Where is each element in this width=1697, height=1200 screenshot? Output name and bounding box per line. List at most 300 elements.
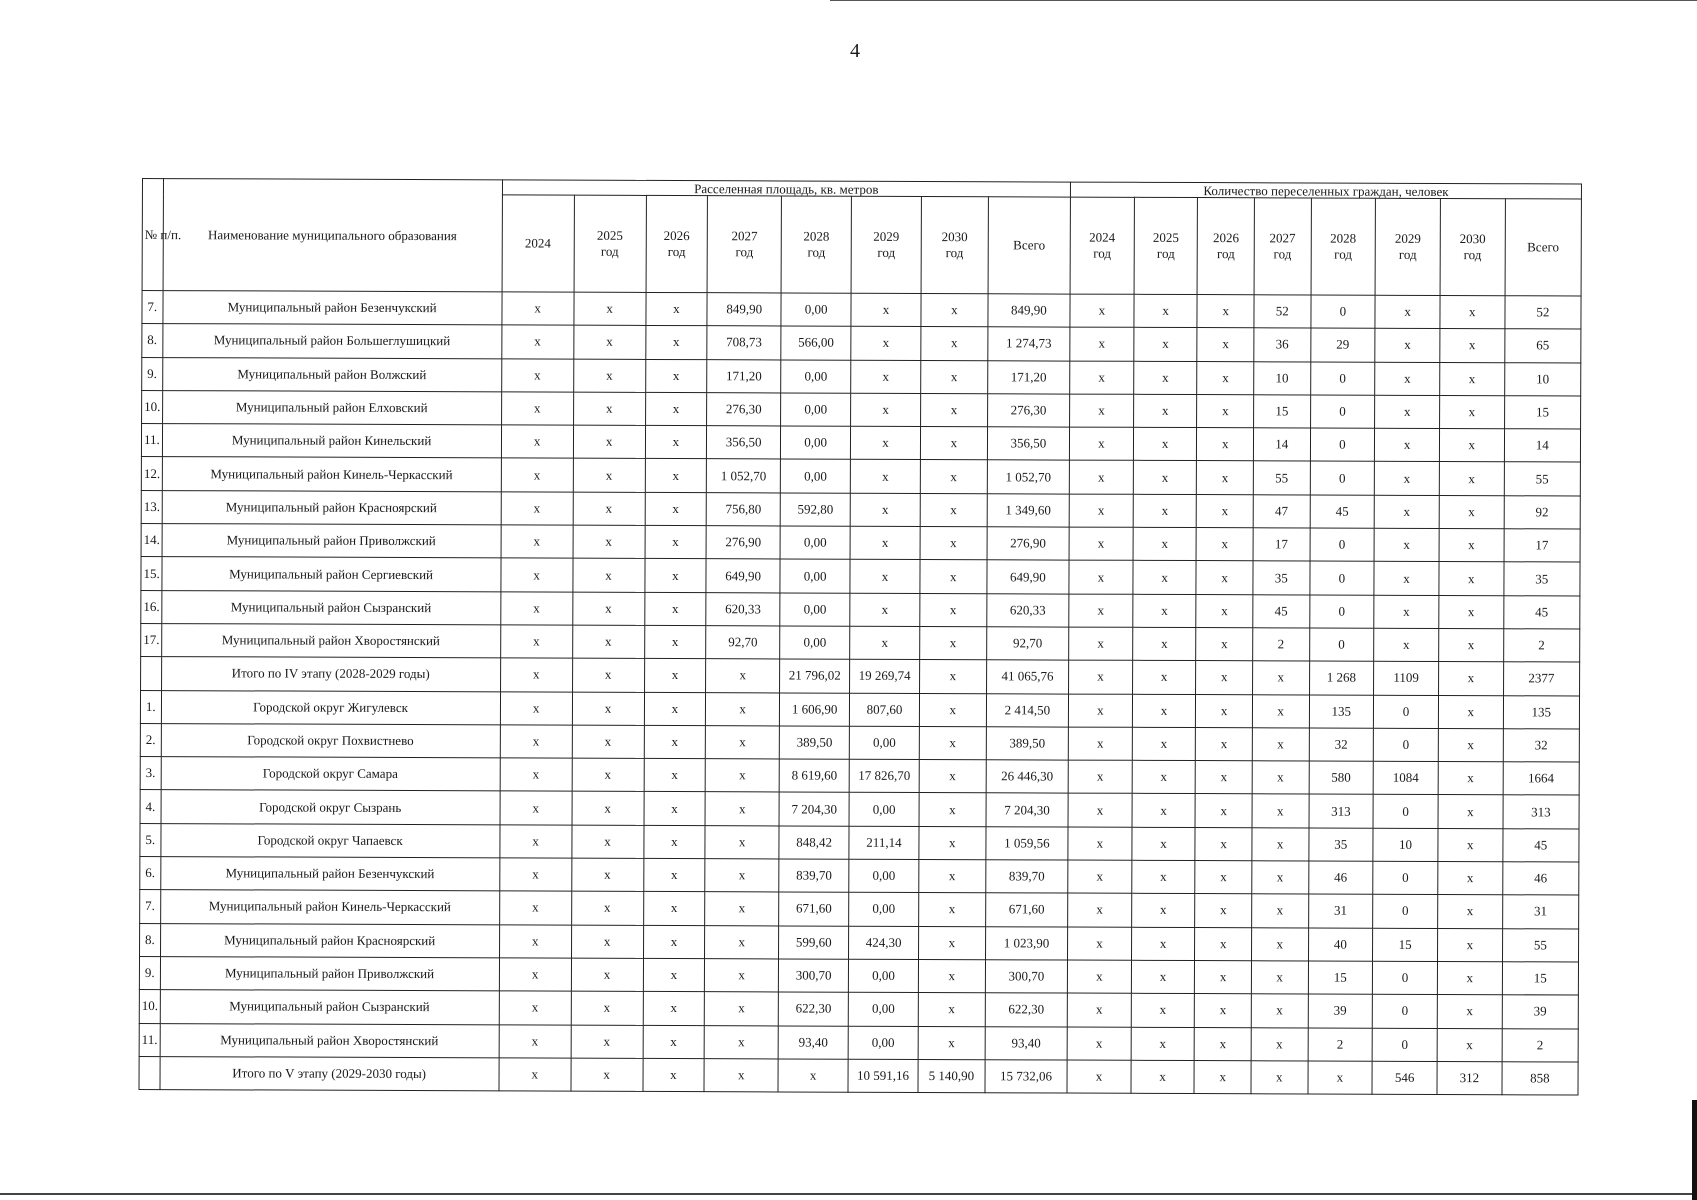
area-cell: 0,00 xyxy=(848,959,918,993)
area-cell: x xyxy=(573,392,645,426)
header-people-year xyxy=(1505,199,1582,296)
people-cell: 15 xyxy=(1254,395,1311,429)
people-cell: x xyxy=(1375,329,1440,363)
people-cell: x xyxy=(1252,694,1309,728)
municipality-name: Муниципальный район Кинель-Черкасский xyxy=(160,890,499,925)
area-cell: x xyxy=(571,991,643,1025)
table-row xyxy=(141,590,1580,629)
area-cell: x xyxy=(501,458,573,492)
table-row xyxy=(140,923,1579,962)
people-cell: x xyxy=(1132,760,1196,794)
area-cell: x xyxy=(499,1024,571,1058)
area-cell: 356,50 xyxy=(707,426,781,460)
people-cell: 15 xyxy=(1373,928,1438,962)
people-cell: x xyxy=(1197,528,1254,562)
people-cell: x xyxy=(1251,961,1308,995)
people-cell: x xyxy=(1195,927,1252,961)
people-cell: x xyxy=(1374,628,1439,662)
area-cell: 807,60 xyxy=(849,693,919,727)
row-number: 8. xyxy=(140,923,161,956)
people-cell: x xyxy=(1133,594,1197,628)
area-cell: 276,30 xyxy=(987,394,1069,428)
people-cell: x xyxy=(1438,795,1503,829)
row-number: 15. xyxy=(141,557,162,590)
people-cell: x xyxy=(1252,861,1309,895)
municipality-name: Городской округ Чапаевск xyxy=(160,823,499,858)
people-cell: 55 xyxy=(1502,928,1578,962)
area-cell: x xyxy=(500,625,572,659)
people-cell: 46 xyxy=(1308,861,1373,895)
area-cell: 7 204,30 xyxy=(779,792,849,826)
header-people-year-label: 2028 год xyxy=(1330,230,1357,262)
area-cell: x xyxy=(573,492,645,526)
header-area-year-label: 2024 xyxy=(524,235,551,251)
area-cell: x xyxy=(645,426,707,460)
people-cell: x xyxy=(1067,1060,1131,1094)
area-cell: x xyxy=(706,659,780,693)
people-cell: 0 xyxy=(1373,795,1438,829)
area-cell: x xyxy=(500,825,572,859)
municipality-name: Муниципальный район Безенчукский xyxy=(162,291,501,326)
area-cell: 1 023,90 xyxy=(985,926,1067,960)
table-row xyxy=(141,524,1580,563)
header-people-year-label: 2027 год xyxy=(1269,230,1296,262)
area-cell: 1 349,60 xyxy=(987,494,1069,528)
area-cell: x xyxy=(919,760,986,794)
area-cell: x xyxy=(920,560,987,594)
people-cell: 312 xyxy=(1437,1061,1502,1095)
table-row xyxy=(140,790,1579,829)
area-cell: x xyxy=(573,459,645,493)
area-cell: x xyxy=(919,826,986,860)
area-cell: 171,20 xyxy=(987,360,1069,394)
area-cell: x xyxy=(778,1059,848,1093)
people-cell: 1 268 xyxy=(1309,661,1374,695)
area-cell: x xyxy=(918,993,985,1027)
area-cell: x xyxy=(851,393,921,427)
municipality-name: Городской округ Сызрань xyxy=(161,790,500,825)
area-cell: x xyxy=(501,325,573,359)
row-number xyxy=(139,1056,160,1089)
row-number: 11. xyxy=(141,424,162,457)
header-people-year-label: 2029 год xyxy=(1394,230,1421,262)
area-cell: 93,40 xyxy=(985,1026,1067,1060)
people-cell: 135 xyxy=(1309,695,1374,729)
area-cell: x xyxy=(644,559,706,593)
people-cell: 55 xyxy=(1504,462,1580,496)
people-cell: x xyxy=(1134,294,1198,328)
area-cell: 839,70 xyxy=(779,859,849,893)
people-cell: x xyxy=(1069,560,1133,594)
people-cell: 1109 xyxy=(1374,661,1439,695)
area-cell: x xyxy=(851,360,921,394)
people-cell: x xyxy=(1252,828,1309,862)
people-cell: 0 xyxy=(1310,295,1375,329)
people-cell: 92 xyxy=(1504,496,1580,530)
area-cell: x xyxy=(500,691,572,725)
people-cell: x xyxy=(1132,860,1196,894)
people-cell: x xyxy=(1375,395,1440,429)
people-cell: 0 xyxy=(1372,994,1437,1028)
header-people-year xyxy=(1375,198,1440,295)
area-cell: x xyxy=(919,893,986,927)
people-cell: 0 xyxy=(1373,861,1438,895)
table-row xyxy=(140,723,1579,762)
area-cell: x xyxy=(851,327,921,361)
people-cell: x xyxy=(1196,594,1253,628)
municipality-name: Муниципальный район Кинельский xyxy=(162,424,501,459)
area-cell: x xyxy=(643,1025,705,1059)
area-cell: x xyxy=(850,493,920,527)
area-cell: 0,00 xyxy=(780,559,850,593)
people-cell: 0 xyxy=(1310,362,1375,396)
row-number: 14. xyxy=(141,524,162,557)
area-cell: 849,90 xyxy=(988,294,1070,328)
area-cell: x xyxy=(572,692,644,726)
people-cell: x xyxy=(1252,761,1309,795)
people-cell: x xyxy=(1132,827,1196,861)
area-cell: x xyxy=(643,825,705,859)
people-cell: x xyxy=(1438,762,1503,796)
header-area-year xyxy=(781,196,851,293)
people-cell: 0 xyxy=(1374,695,1439,729)
municipality-name: Муниципальный район Сергиевский xyxy=(161,557,500,592)
area-cell: x xyxy=(502,292,574,326)
area-cell: x xyxy=(921,327,988,361)
people-cell: x xyxy=(1374,528,1439,562)
people-cell: x xyxy=(1251,994,1308,1028)
people-cell: 313 xyxy=(1309,794,1374,828)
area-cell: x xyxy=(645,492,707,526)
area-cell: x xyxy=(921,393,988,427)
area-cell: 0,00 xyxy=(848,992,918,1026)
header-people-year xyxy=(1440,198,1505,295)
area-cell: x xyxy=(500,758,572,792)
people-cell: x xyxy=(1194,1060,1251,1094)
people-cell: x xyxy=(1070,327,1134,361)
top-scan-rule xyxy=(830,0,1697,1)
area-cell: x xyxy=(850,460,920,494)
area-cell: 19 269,74 xyxy=(850,659,920,693)
people-cell: x xyxy=(1437,1028,1502,1062)
area-cell: 756,80 xyxy=(706,492,780,526)
header-area-year-label: 2030 год xyxy=(941,229,968,261)
row-number: 10. xyxy=(139,990,160,1023)
people-cell: x xyxy=(1251,1061,1308,1095)
people-cell: x xyxy=(1196,561,1253,595)
area-cell: 0,00 xyxy=(781,393,851,427)
area-cell: x xyxy=(850,526,920,560)
area-cell: x xyxy=(918,959,985,993)
people-cell: x xyxy=(1437,961,1502,995)
people-cell: 0 xyxy=(1310,461,1375,495)
area-cell: 671,60 xyxy=(779,892,849,926)
area-cell: 17 826,70 xyxy=(849,759,919,793)
area-cell: 0,00 xyxy=(780,459,850,493)
people-cell: 10 xyxy=(1254,361,1311,395)
people-cell: x xyxy=(1068,760,1132,794)
people-cell: 546 xyxy=(1372,1061,1437,1095)
area-cell: x xyxy=(919,860,986,894)
people-cell: x xyxy=(1440,362,1505,396)
header-people-group: Количество переселенных граждан, человек xyxy=(1070,182,1581,199)
people-cell: 35 xyxy=(1308,828,1373,862)
people-cell: x xyxy=(1375,295,1440,329)
people-cell: 2 xyxy=(1308,1028,1373,1062)
area-cell: 620,33 xyxy=(706,592,780,626)
area-cell: x xyxy=(851,293,921,327)
people-cell: x xyxy=(1307,1061,1372,1095)
area-cell: x xyxy=(501,392,573,426)
header-area-year-label: 2027 год xyxy=(731,228,758,260)
municipality-name: Итого по IV этапу (2028-2029 годы) xyxy=(161,657,500,692)
people-cell: 39 xyxy=(1502,995,1578,1029)
area-cell: x xyxy=(704,1058,778,1092)
people-cell: 858 xyxy=(1502,1062,1578,1096)
area-cell: x xyxy=(920,593,987,627)
area-cell: x xyxy=(920,626,987,660)
area-cell: 2 414,50 xyxy=(986,693,1068,727)
people-cell: 14 xyxy=(1504,429,1580,463)
table-row xyxy=(140,890,1579,929)
area-cell: 848,42 xyxy=(779,826,849,860)
area-cell: x xyxy=(644,625,706,659)
people-cell: x xyxy=(1439,628,1504,662)
table-row xyxy=(140,757,1579,796)
header-area-group: Расселенная площадь, кв. метров xyxy=(502,180,1070,197)
people-cell: 45 xyxy=(1310,495,1375,529)
table-row xyxy=(139,1056,1578,1095)
people-cell: x xyxy=(1197,494,1254,528)
area-cell: 671,60 xyxy=(985,893,1067,927)
table-row xyxy=(142,390,1581,429)
area-cell: 708,73 xyxy=(707,326,781,360)
people-cell: x xyxy=(1068,727,1132,761)
area-cell: x xyxy=(920,427,987,461)
area-cell: 300,70 xyxy=(985,960,1067,994)
people-cell: x xyxy=(1195,1027,1252,1061)
area-cell: 1 052,70 xyxy=(707,459,781,493)
area-cell: 92,70 xyxy=(706,626,780,660)
area-cell: x xyxy=(705,759,779,793)
header-area-year xyxy=(574,195,646,292)
people-cell: x xyxy=(1068,827,1132,861)
people-cell: x xyxy=(1197,328,1254,362)
header-group-row xyxy=(142,179,1581,200)
people-cell: x xyxy=(1439,595,1504,629)
municipality-name: Городской округ Жигулевск xyxy=(161,690,500,725)
people-cell: 313 xyxy=(1503,795,1579,829)
area-cell: 0,00 xyxy=(849,859,919,893)
municipality-name: Муниципальный район Красноярский xyxy=(162,490,501,525)
table-row xyxy=(141,657,1580,696)
area-cell: 211,14 xyxy=(849,826,919,860)
people-cell: x xyxy=(1134,328,1198,362)
area-cell: x xyxy=(571,858,643,892)
people-cell: 1084 xyxy=(1373,761,1438,795)
area-cell: x xyxy=(501,558,573,592)
people-cell: x xyxy=(1440,295,1505,329)
people-cell: x xyxy=(1253,661,1310,695)
people-cell: x xyxy=(1251,1027,1308,1061)
people-cell: x xyxy=(1069,427,1133,461)
people-cell: x xyxy=(1133,527,1197,561)
area-cell: x xyxy=(572,658,644,692)
people-cell: x xyxy=(1070,394,1134,428)
area-cell: 849,90 xyxy=(707,293,781,327)
people-cell: x xyxy=(1133,461,1197,495)
people-cell: x xyxy=(1131,960,1195,994)
area-cell: x xyxy=(645,292,707,326)
area-cell: x xyxy=(643,992,705,1026)
area-cell: x xyxy=(572,825,644,859)
people-cell: 0 xyxy=(1310,395,1375,429)
row-number: 3. xyxy=(140,757,161,790)
people-cell: 52 xyxy=(1254,295,1311,329)
header-people-year xyxy=(1134,197,1198,294)
area-cell: x xyxy=(571,1058,643,1092)
header-area-year xyxy=(921,196,988,293)
area-cell: 0,00 xyxy=(848,1026,918,1060)
people-cell: x xyxy=(1133,361,1197,395)
area-cell: x xyxy=(501,358,573,392)
people-cell: x xyxy=(1374,495,1439,529)
header-people-year xyxy=(1254,198,1311,295)
people-cell: x xyxy=(1131,1027,1195,1061)
area-cell: 7 204,30 xyxy=(986,793,1068,827)
header-name: Наименование муниципального образования xyxy=(163,179,503,292)
area-cell: x xyxy=(573,325,645,359)
area-cell: x xyxy=(705,825,779,859)
area-cell: x xyxy=(850,560,920,594)
municipality-name: Городской округ Самара xyxy=(161,757,500,792)
people-cell: 15 xyxy=(1308,961,1373,995)
people-cell: x xyxy=(1068,794,1132,828)
municipality-name: Муниципальный район Сызранский xyxy=(161,590,500,625)
people-cell: x xyxy=(1069,494,1133,528)
area-cell: x xyxy=(918,1026,985,1060)
header-area-year-label: Всего xyxy=(1013,237,1046,253)
people-cell: 31 xyxy=(1308,894,1373,928)
people-cell: 0 xyxy=(1310,428,1375,462)
area-cell: 276,30 xyxy=(707,393,781,427)
people-cell: x xyxy=(1196,694,1253,728)
people-cell: 0 xyxy=(1372,1028,1437,1062)
table-row xyxy=(139,990,1578,1029)
row-number: 7. xyxy=(142,291,163,324)
people-cell: 0 xyxy=(1310,528,1375,562)
area-cell: x xyxy=(645,326,707,360)
table-row xyxy=(141,490,1580,529)
people-cell: 135 xyxy=(1503,695,1579,729)
people-cell: 0 xyxy=(1374,728,1439,762)
area-cell: 1 052,70 xyxy=(987,460,1069,494)
area-cell: 276,90 xyxy=(706,526,780,560)
people-cell: x xyxy=(1131,994,1195,1028)
municipality-name: Муниципальный район Сызранский xyxy=(160,990,499,1025)
header-people-year xyxy=(1311,198,1376,295)
area-cell: x xyxy=(920,493,987,527)
people-cell: x xyxy=(1440,395,1505,429)
header-area-year-label: 2025 год xyxy=(596,227,623,259)
area-cell: x xyxy=(705,959,779,993)
page-number: 4 xyxy=(850,40,860,62)
area-cell: 300,70 xyxy=(779,959,849,993)
area-cell: x xyxy=(643,1058,705,1092)
people-cell: 14 xyxy=(1253,428,1310,462)
area-cell: 649,90 xyxy=(706,559,780,593)
people-cell: x xyxy=(1067,960,1131,994)
table-row xyxy=(142,357,1581,396)
header-people-year-label: Всего xyxy=(1527,239,1560,255)
resettlement-table xyxy=(138,178,1581,1096)
people-cell: 32 xyxy=(1309,728,1374,762)
header-area-year-label: 2028 год xyxy=(803,228,830,260)
people-cell: 46 xyxy=(1502,862,1578,896)
people-cell: x xyxy=(1068,694,1132,728)
area-cell: x xyxy=(645,392,707,426)
municipality-name: Муниципальный район Елховский xyxy=(162,390,501,425)
table-row xyxy=(139,1023,1578,1062)
people-cell: x xyxy=(1252,794,1309,828)
people-cell: 17 xyxy=(1504,529,1580,563)
area-cell: 592,80 xyxy=(780,493,850,527)
area-cell: x xyxy=(645,459,707,493)
area-cell: 15 732,06 xyxy=(985,1060,1067,1094)
table-row xyxy=(142,324,1581,363)
municipality-name: Муниципальный район Хворостянский xyxy=(160,1023,499,1058)
table-row xyxy=(139,956,1578,995)
table-row xyxy=(141,457,1580,496)
area-cell: x xyxy=(644,725,706,759)
area-cell: 424,30 xyxy=(849,926,919,960)
people-cell: 0 xyxy=(1373,961,1438,995)
row-number: 16. xyxy=(141,590,162,623)
people-cell: x xyxy=(1132,627,1196,661)
area-cell: x xyxy=(501,492,573,526)
area-cell: x xyxy=(643,925,705,959)
area-cell: 649,90 xyxy=(987,560,1069,594)
area-cell: x xyxy=(705,792,779,826)
people-cell: x xyxy=(1252,728,1309,762)
area-cell: x xyxy=(705,859,779,893)
people-cell: x xyxy=(1195,994,1252,1028)
people-cell: x xyxy=(1133,427,1197,461)
row-number: 9. xyxy=(139,956,160,989)
people-cell: x xyxy=(1375,462,1440,496)
people-cell: 45 xyxy=(1253,594,1310,628)
row-number: 4. xyxy=(140,790,161,823)
area-cell: 599,60 xyxy=(779,926,849,960)
people-cell: x xyxy=(1133,394,1197,428)
municipality-name: Муниципальный район Кинель-Черкасский xyxy=(162,457,501,492)
people-cell: x xyxy=(1069,627,1133,661)
people-cell: x xyxy=(1196,628,1253,662)
scan-edge-mark xyxy=(1692,1100,1697,1200)
header-area-year xyxy=(988,197,1071,294)
people-cell: 0 xyxy=(1309,595,1374,629)
municipality-name: Муниципальный район Волжский xyxy=(162,357,501,392)
area-cell: 620,33 xyxy=(987,593,1069,627)
people-cell: 0 xyxy=(1309,561,1374,595)
people-cell: x xyxy=(1195,960,1252,994)
people-cell: x xyxy=(1132,694,1196,728)
people-cell: 65 xyxy=(1505,329,1581,363)
area-cell: 0,00 xyxy=(781,360,851,394)
table-row xyxy=(141,424,1580,463)
area-cell: x xyxy=(571,891,643,925)
area-cell: x xyxy=(644,692,706,726)
